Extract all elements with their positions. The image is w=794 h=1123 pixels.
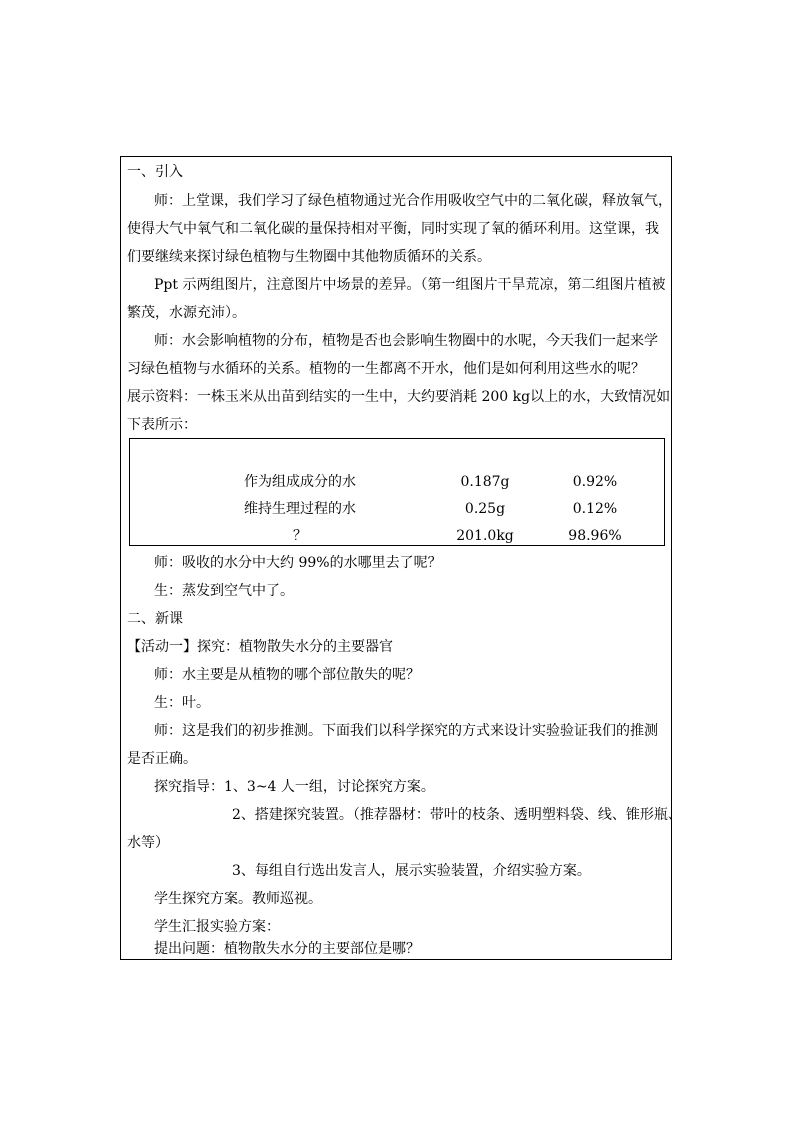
paragraph-line: 生：蒸发到空气中了。 <box>154 583 294 599</box>
section-heading-intro: 一、引入 <box>127 164 183 180</box>
paragraph-line: 习绿色植物与水循环的关系。植物的一生都离不开水，他们是如何利用这些水的呢？ <box>127 361 645 377</box>
paragraph-line: 繁茂，水源充沛）。 <box>127 305 246 321</box>
table-cell-amount: 0.25g <box>464 501 506 517</box>
table-cell-label: 作为组成成分的水 <box>244 474 356 490</box>
paragraph-line: 师：这是我们的初步推测。下面我们以科学探究的方式来设计实验验证我们的推测 <box>154 723 658 739</box>
paragraph-line: 使得大气中氧气和二氧化碳的量保持相对平衡，同时实现了氧的循环利用。这堂课，我 <box>127 221 659 237</box>
paragraph-line: 生：叶。 <box>154 695 210 711</box>
table-cell-amount: 0.187g <box>460 474 510 490</box>
section-heading-new-lesson: 二、新课 <box>127 611 183 627</box>
paragraph-line: 提出问题：植物散失水分的主要部位是哪？ <box>154 941 420 957</box>
paragraph-line: 学生汇报实验方案： <box>154 919 280 935</box>
lesson-plan-frame <box>120 156 682 960</box>
table-cell-amount: 201.0kg <box>456 528 514 544</box>
paragraph-line: 师：吸收的水分中大约 99%的水哪里去了呢？ <box>154 555 442 571</box>
guide-step: 水等） <box>127 835 169 851</box>
guide-step: 2、搭建探究装置。（推荐器材：带叶的枝条、透明塑料袋、线、锥形瓶、 <box>232 807 682 823</box>
paragraph-line: 们要继续来探讨绿色植物与生物圈中其他物质循环的关系。 <box>127 249 491 265</box>
paragraph-line: Ppt 示两组图片，注意图片中场景的差异。（第一组图片干旱荒凉，第二组图片植被 <box>154 277 666 293</box>
table-cell-percent: 98.96% <box>568 528 622 544</box>
paragraph-line: 师：水会影响植物的分布，植物是否也会影响生物圈中的水呢，今天我们一起来学 <box>154 333 658 349</box>
paragraph-line: 师：水主要是从植物的哪个部位散失的呢？ <box>154 667 420 683</box>
guide-step: 探究指导：1、3~4 人一组，讨论探究方案。 <box>154 779 435 795</box>
table-cell-label: ？ <box>293 528 307 544</box>
paragraph-line: 下表所示： <box>127 417 197 433</box>
table-cell-label: 维持生理过程的水 <box>244 501 356 517</box>
paragraph-line: 学生探究方案。教师巡视。 <box>154 891 322 907</box>
table-cell-percent: 0.12% <box>572 501 618 517</box>
paragraph-line: 师：上堂课，我们学习了绿色植物通过光合作用吸收空气中的二氧化碳，释放氧气， <box>154 193 672 209</box>
water-usage-table <box>129 438 665 546</box>
paragraph-line: 是否正确。 <box>127 751 197 767</box>
paragraph-line: 展示资料：一株玉米从出苗到结实的一生中，大约要消耗 200 kg以上的水，大致情况如 <box>127 389 671 405</box>
activity-heading: 【活动一】探究：植物散失水分的主要器官 <box>127 639 393 655</box>
guide-step: 3、每组自行选出发言人，展示实验装置，介绍实验方案。 <box>232 863 591 879</box>
table-cell-percent: 0.92% <box>572 474 618 490</box>
